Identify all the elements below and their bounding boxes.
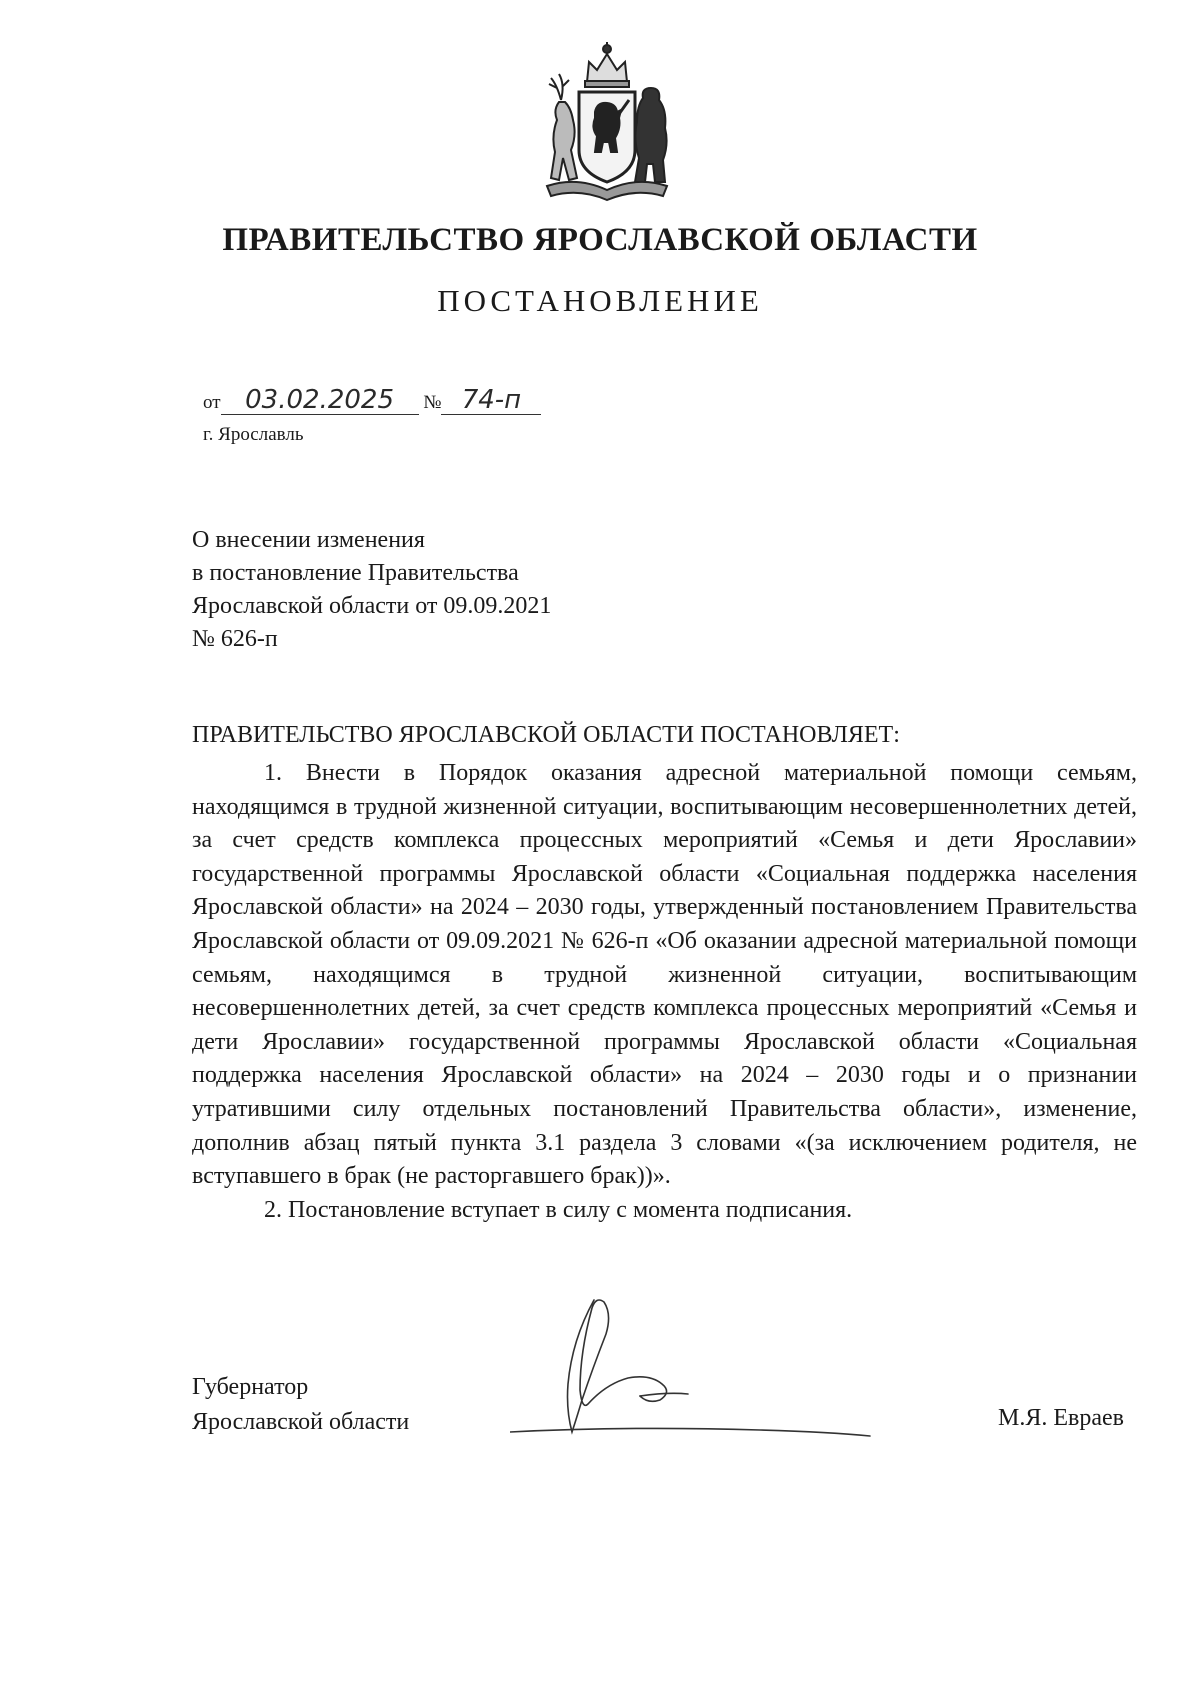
document-city: г. Ярославль bbox=[203, 424, 304, 445]
subject-line: в постановление Правительства bbox=[192, 560, 519, 586]
subject-line: Ярославской области от 09.09.2021 bbox=[192, 593, 552, 619]
signatory-post-line: Губернатор bbox=[192, 1374, 309, 1400]
coat-of-arms-icon bbox=[537, 40, 677, 205]
signatory-post-line: Ярославской области bbox=[192, 1409, 410, 1435]
signatory-post bbox=[192, 1370, 409, 1440]
decree-paragraph-1: 1. Внести в Порядок оказания адресной материальной помощи семьям, находящимся в трудной жизненной ситуации, воспитывающим несовершеннолетних детей, за счет средств комплекса процессных мероприятий «Семья и дети Ярославии» государственной программы Ярославской области «Социальная поддержка населения Ярославской области» на 2024 – 2030 годы, утвержденный постановлением Правительства Ярославской области от 09.09.2021 № 626-п «Об оказании адресной материальной помощи семьям, находящимся в трудной жизненной ситуации, воспитывающим несовершеннолетних детей, за счет средств комплекса процессных мероприятий «Семья и дети Ярославии» государственной программы Ярославской области «Социальная поддержка населения Ярославской области» на 2024 – 2030 годы и о признании утратившими силу отдельных постановлений Правительства области», изменение, дополнив абзац пятый пункта 3.1 раздела 3 словами «(за исключением родителя, не вступавшего в брак (не расторгавшего брак))». bbox=[192, 760, 1137, 1190]
organization-title: ПРАВИТЕЛЬСТВО ЯРОСЛАВСКОЙ ОБЛАСТИ bbox=[222, 222, 978, 258]
document-subject bbox=[192, 524, 551, 656]
decree-heading: ПРАВИТЕЛЬСТВО ЯРОСЛАВСКОЙ ОБЛАСТИ ПОСТАНОВЛЯЕТ: bbox=[192, 722, 900, 748]
number-prefix: № bbox=[423, 392, 442, 413]
document-meta bbox=[203, 386, 541, 415]
handwritten-signature-icon bbox=[510, 1292, 910, 1452]
document-type: ПОСТАНОВЛЕНИЕ bbox=[437, 283, 763, 318]
decree-body bbox=[192, 757, 1137, 1227]
subject-line: О внесении изменения bbox=[192, 527, 425, 553]
date-prefix: от bbox=[203, 392, 221, 413]
subject-line: № 626-п bbox=[192, 626, 278, 652]
document-number: 74-п bbox=[441, 386, 541, 415]
signatory-name: М.Я. Евраев bbox=[998, 1405, 1124, 1431]
decree-paragraph-2: 2. Постановление вступает в силу с момента подписания. bbox=[264, 1196, 853, 1223]
document-date: 03.02.2025 bbox=[221, 386, 419, 415]
